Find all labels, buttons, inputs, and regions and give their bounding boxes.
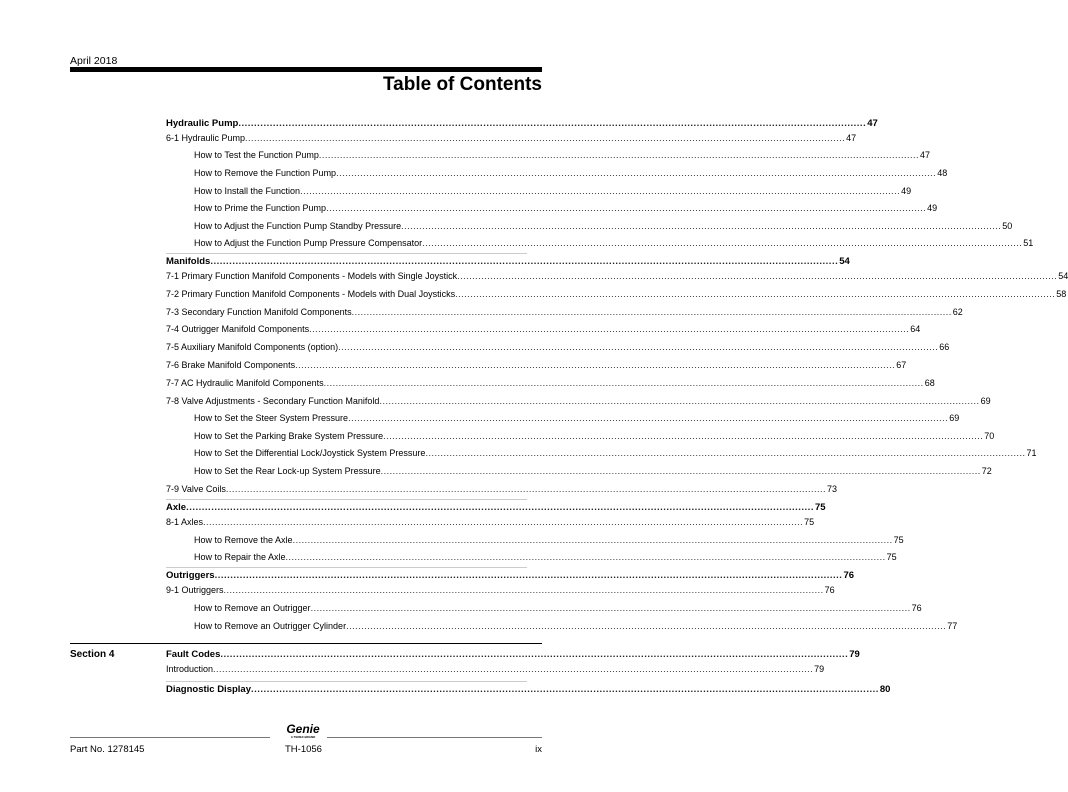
toc-entry[interactable]: [194, 430, 995, 442]
toc-entry-page: 66: [939, 342, 950, 352]
dot-leader: ........................................................................................................................................................................................................: [318, 150, 920, 160]
toc-entry[interactable]: [194, 202, 938, 214]
toc-entry-label: Outriggers: [166, 570, 215, 581]
toc-entry-page: 76: [843, 570, 855, 581]
genie-logo: Genie A TEREX BRAND: [286, 722, 320, 739]
dot-leader: ........................................................................................................................................................................................................: [310, 603, 911, 613]
group-divider: [166, 681, 527, 682]
toc-entry-page: 76: [824, 585, 835, 595]
toc-entry-page: 47: [920, 150, 931, 160]
toc-entry[interactable]: [194, 465, 992, 477]
toc-entry-page: 79: [849, 649, 860, 660]
toc-entry[interactable]: [166, 306, 963, 318]
toc-entry-label: 6-1 Hydraulic Pump: [166, 133, 246, 143]
toc-entry-page: 47: [846, 133, 857, 143]
toc-entry-page: 48: [937, 168, 948, 178]
toc-entry-label: How to Remove the Function Pump: [194, 168, 337, 178]
dot-leader: ........................................................................................................................................................................................................: [422, 238, 1023, 248]
toc-entry[interactable]: [166, 341, 950, 353]
dot-leader: ........................................................................................................................................................................................................: [245, 133, 846, 143]
dot-leader: ........................................................................................................................................................................................................: [379, 396, 980, 406]
page-title: Table of Contents: [382, 74, 542, 95]
toc-entry-label: 7-3 Secondary Function Manifold Components: [166, 307, 352, 317]
toc-entry-label: 9-1 Outriggers: [166, 585, 224, 595]
toc-entry[interactable]: [194, 447, 1037, 459]
toc-entry-label: Manifolds: [166, 256, 211, 267]
toc-entry-page: 68: [924, 378, 935, 388]
section-label: Section 4: [70, 649, 115, 660]
toc-entry-page: 62: [952, 307, 963, 317]
document-number: TH-1056: [285, 744, 322, 755]
toc-entry[interactable]: [194, 167, 948, 179]
toc-entry[interactable]: [194, 237, 1034, 249]
dot-leader: ........................................................................................................................................................................................................: [295, 360, 896, 370]
dot-leader: ........................................................................................................................................................................................................: [203, 517, 804, 527]
toc-entry-label: How to Install the Function: [194, 186, 301, 196]
toc-entry-label: 7-1 Primary Function Manifold Components - Models with Single Joystick: [166, 271, 458, 281]
dot-leader: ........................................................................................................................................................................................................: [326, 203, 927, 213]
footer-rule-right: [327, 737, 542, 738]
toc-entry-label: How to Set the Differential Lock/Joystick System Pressure: [194, 448, 426, 458]
dot-leader: ........................................................................................................................................................................................................: [457, 271, 1058, 281]
toc-entry-label: Hydraulic Pump: [166, 118, 239, 129]
toc-entry-label: How to Set the Rear Lock-up System Pressure: [194, 466, 381, 476]
toc-entry[interactable]: [166, 649, 860, 661]
dot-leader: ........................................................................................................................................................................................................: [292, 535, 893, 545]
toc-entry[interactable]: [194, 185, 912, 197]
dot-leader: ........................................................................................................................................................................................................: [186, 502, 814, 513]
toc-entry[interactable]: [166, 377, 935, 389]
dot-leader: ........................................................................................................................................................................................................: [383, 431, 984, 441]
dot-leader: ........................................................................................................................................................................................................: [300, 186, 901, 196]
toc-entry-label: How to Adjust the Function Pump Standby Pressure: [194, 221, 402, 231]
toc-entry[interactable]: [194, 620, 958, 632]
toc-entry[interactable]: [166, 118, 878, 130]
dot-leader: ........................................................................................................................................................................................................: [214, 570, 843, 581]
toc-entry-label: Axle: [166, 502, 187, 513]
toc-entry-label: 7-8 Valve Adjustments - Secondary Function Manifold: [166, 396, 380, 406]
toc-entry-page: 49: [901, 186, 912, 196]
toc-entry[interactable]: [194, 149, 931, 161]
toc-entry-label: 7-5 Auxiliary Manifold Components (option): [166, 342, 339, 352]
toc-entry[interactable]: [194, 551, 897, 563]
toc-entry-page: 58: [1056, 289, 1067, 299]
dot-leader: ........................................................................................................................................................................................................: [323, 378, 924, 388]
toc-entry-page: 72: [981, 466, 992, 476]
toc-entry[interactable]: [166, 483, 837, 495]
toc-entry-label: How to Test the Function Pump: [194, 150, 319, 160]
toc-entry[interactable]: [166, 359, 907, 371]
toc-entry-label: How to Prime the Function Pump: [194, 203, 327, 213]
toc-entry[interactable]: [166, 584, 835, 596]
toc-entry-page: 54: [1058, 271, 1068, 281]
toc-entry[interactable]: [166, 684, 891, 696]
toc-entry-page: 77: [947, 621, 958, 631]
toc-entry-page: 76: [911, 603, 922, 613]
dot-leader: ........................................................................................................................................................................................................: [220, 649, 849, 660]
toc-entry-label: How to Remove an Outrigger Cylinder: [194, 621, 347, 631]
dot-leader: ........................................................................................................................................................................................................: [238, 118, 867, 129]
toc-entry[interactable]: [166, 288, 1067, 300]
toc-entry-page: 75: [804, 517, 815, 527]
dot-leader: ........................................................................................................................................................................................................: [225, 484, 826, 494]
dot-leader: ........................................................................................................................................................................................................: [380, 466, 981, 476]
toc-entry-page: 80: [879, 684, 891, 695]
toc-entry-page: 71: [1026, 448, 1037, 458]
toc-entry-label: Fault Codes: [166, 649, 221, 660]
toc-entry[interactable]: [166, 395, 991, 407]
toc-entry[interactable]: [166, 256, 850, 268]
toc-entry-page: 70: [984, 431, 995, 441]
toc-entry-label: 7-4 Outrigger Manifold Components: [166, 324, 310, 334]
toc-entry-page: 49: [927, 203, 938, 213]
toc-entry-label: Diagnostic Display: [166, 684, 251, 695]
toc-entry-label: 7-2 Primary Function Manifold Components - Models with Dual Joysticks: [166, 289, 456, 299]
toc-entry-page: 64: [910, 324, 921, 334]
group-divider: [166, 253, 527, 254]
toc-entry-label: How to Remove an Outrigger: [194, 603, 311, 613]
toc-entry-page: 79: [814, 664, 825, 674]
dot-leader: ........................................................................................................................................................................................................: [213, 664, 814, 674]
dot-leader: ........................................................................................................................................................................................................: [401, 221, 1002, 231]
toc-entry[interactable]: [166, 516, 815, 528]
dot-leader: ........................................................................................................................................................................................................: [251, 684, 879, 695]
toc-entry-label: 7-9 Valve Coils: [166, 484, 226, 494]
toc-entry[interactable]: [166, 270, 1068, 282]
toc-entry-label: How to Adjust the Function Pump Pressure Compensator: [194, 238, 423, 248]
toc-entry-page: 73: [826, 484, 837, 494]
dot-leader: ........................................................................................................................................................................................................: [210, 256, 839, 267]
dot-leader: ........................................................................................................................................................................................................: [425, 448, 1026, 458]
dot-leader: ........................................................................................................................................................................................................: [346, 621, 947, 631]
toc-entry-label: How to Set the Steer System Pressure: [194, 413, 349, 423]
page-number: ix: [535, 744, 542, 755]
header-bar: [70, 67, 542, 72]
toc-entry-label: How to Repair the Axle: [194, 552, 286, 562]
toc-entry[interactable]: [166, 570, 855, 582]
toc-entry[interactable]: [166, 502, 826, 514]
toc-entry-label: 8-1 Axles: [166, 517, 204, 527]
dot-leader: ........................................................................................................................................................................................................: [336, 168, 937, 178]
group-divider: [166, 567, 527, 568]
toc-entry[interactable]: [194, 220, 1013, 232]
footer-rule-left: [70, 737, 270, 738]
part-number: Part No. 1278145: [70, 744, 145, 755]
toc-entry-label: 7-6 Brake Manifold Components: [166, 360, 296, 370]
dot-leader: ........................................................................................................................................................................................................: [351, 307, 952, 317]
toc-entry-page: 69: [949, 413, 960, 423]
dot-leader: ........................................................................................................................................................................................................: [309, 324, 910, 334]
toc-entry-page: 50: [1002, 221, 1013, 231]
group-divider: [166, 499, 527, 500]
toc-entry-page: 75: [814, 502, 826, 513]
toc-entry-page: 47: [867, 118, 878, 129]
toc-entry[interactable]: [166, 132, 857, 144]
dot-leader: ........................................................................................................................................................................................................: [348, 413, 949, 423]
toc-entry-page: 51: [1023, 238, 1034, 248]
toc-entry[interactable]: [194, 602, 922, 614]
section-divider: [70, 643, 542, 644]
toc-entry-page: 75: [893, 535, 904, 545]
dot-leader: ........................................................................................................................................................................................................: [455, 289, 1056, 299]
toc-entry-label: How to Remove the Axle: [194, 535, 293, 545]
toc-entry-page: 54: [839, 256, 850, 267]
toc-entry[interactable]: [194, 534, 904, 546]
toc-entry[interactable]: [166, 323, 921, 335]
toc-entry-page: 75: [886, 552, 897, 562]
toc-entry[interactable]: [166, 663, 825, 675]
dot-leader: ........................................................................................................................................................................................................: [285, 552, 886, 562]
toc-entry-label: How to Set the Parking Brake System Pressure: [194, 431, 384, 441]
toc-entry-page: 67: [896, 360, 907, 370]
dot-leader: ........................................................................................................................................................................................................: [223, 585, 824, 595]
dot-leader: ........................................................................................................................................................................................................: [338, 342, 939, 352]
toc-entry[interactable]: [194, 412, 960, 424]
toc-entry-label: Introduction: [166, 664, 214, 674]
header-date: April 2018: [70, 55, 118, 67]
toc-entry-page: 69: [980, 396, 991, 406]
toc-entry-label: 7-7 AC Hydraulic Manifold Components: [166, 378, 324, 388]
